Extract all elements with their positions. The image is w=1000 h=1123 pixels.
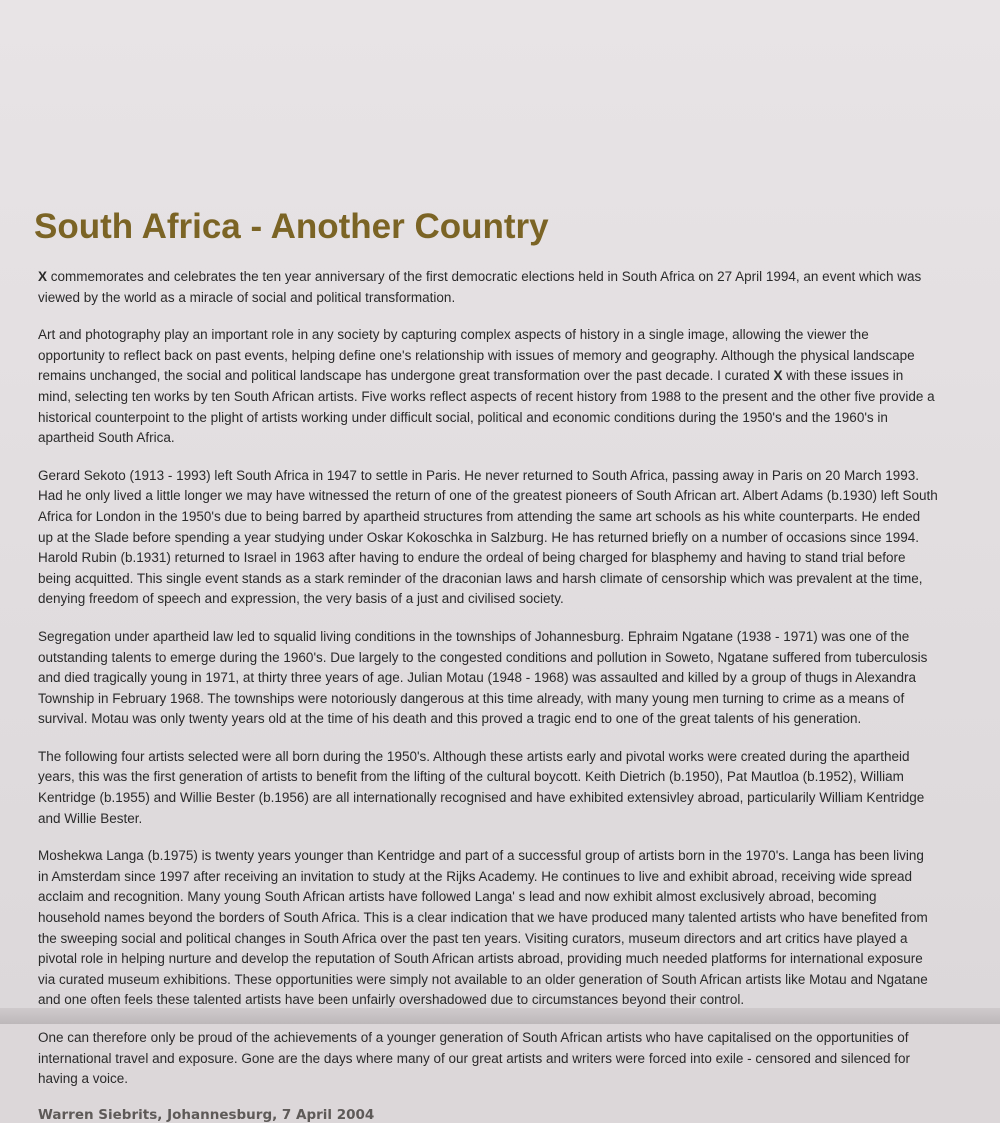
essay-title: South Africa - Another Country: [34, 207, 549, 246]
paragraph-segregation: Segregation under apartheid law led to squalid living conditions in the townships of Johannesburg. Ephraim Ngatane (1938 - 1971) was one of the outstanding talents to emerge during the 1960's. Due largely to the congested conditions and pollution in Soweto, Ngatane suffered from tuberculosis and died tragically young in 1971, at thirty three years of age. Julian Motau (1948 - 1968) was assaulted and killed by a group of thugs in Alexandra Township in February 1968. The townships were notoriously dangerous at this time already, with many young men turning to crime as a means of survival. Motau was only twenty years old at the time of his death and this proved a tragic end to one of the great talents of his generation.: [38, 628, 928, 727]
exhibition-mark: X: [38, 269, 48, 284]
paragraph-text: with these issues in mind, selecting ten works by ten South African artists. Five works reflect aspects of recent history from 1988 to the present and the other five provide a historical counterpoint to the plight of artists working under difficult social, political and economic conditions during the 1950's and the 1960's in apartheid South Africa.: [38, 368, 935, 446]
author-signature: Warren Siebrits, Johannesburg, 7 April 2004: [38, 1106, 375, 1123]
exhibition-mark: X: [773, 368, 783, 384]
essay: [34, 205, 938, 1123]
paragraph-conclusion: One can therefore only be proud of the achievements of a younger generation of South African artists who have capitalised on the opportunities of international travel and exposure. Gone are the days where many of our great artists and writers were forced into exile - censored and silenced for having a voice.: [38, 1030, 910, 1087]
paragraph-exiles: Gerard Sekoto (1913 - 1993) left South Africa in 1947 to settle in Paris. He never returned to South Africa, passing away in Paris on 20 March 1993. Had he only lived a little longer we may have witnessed the return of one of the greatest pioneers of South African art. Albert Adams (b.1930) left South Africa for London in the 1950's due to being barred by apartheid structures from attending the same art schools as his white counterparts. He ended up at the Slade before spending a year studying under Oskar Kokoschka in Salzburg. He has returned briefly on a number of occasions since 1994. Harold Rubin (b.1931) returned to Israel in 1963 after having to endure the ordeal of being charged for blasphemy and having to stand trial before being acquitted. This single event stands as a stark reminder of the draconian laws and harsh climate of censorship which was prevalent at the time, denying freedom of speech and expression, the very basis of a just and civilised society.: [38, 467, 938, 607]
page-edge: [0, 1008, 1000, 1024]
paragraph-young-artists: Moshekwa Langa (b.1975) is twenty years younger than Kentridge and part of a successful group of artists born in the 1970's. Langa has been living in Amsterdam since 1997 after receiving an invitation to study at the Rijks Academy. He continues to live and exhibit abroad, receiving wide spread acclaim and recognition. Many young South African artists have followed Langa' s lead and now exhibit almost exclusively abroad, becoming household names beyond the borders of South Africa. This is a clear indication that we have produced many talented artists who have benefited from the sweeping social and political changes in South Africa over the past ten years. Visiting curators, museum directors and art critics have played a pivotal role in helping nurture and develop the reputation of South African artists abroad, providing much needed platforms for international exposure via curated museum exhibitions. These opportunities were simply not available to an older generation of South African artists like Motau and Ngatane and one often feels these talented artists have been unfairly overshadowed due to circumstances beyond their control.: [38, 848, 928, 1008]
paragraph-text: commemorates and celebrates the ten year anniversary of the first democratic elections held in South Africa on 27 April 1994, an event which was viewed by the world as a miracle of social and political transformation.: [38, 269, 922, 305]
paragraph-1950s-artists: The following four artists selected were all born during the 1950's. Although these artists early and pivotal works were created during the apartheid years, this was the first generation of artists to benefit from the lifting of the cultural boycott. Keith Dietrich (b.1950), Pat Mautloa (b.1952), William Kentridge (b.1955) and Willie Bester (b.1956) are all internationally recognised and have exhibited extensivley abroad, particularily William Kentridge and Willie Bester.: [38, 748, 925, 826]
paragraph-text: Art and photography play an important role in any society by capturing complex aspects of history in a single image, allowing the viewer the opportunity to reflect back on past events, helping define one's relationship with issues of memory and geography. Although the physical landscape remains unchanged, the social and political landscape has undergone great transformation over the past decade. I curated: [38, 327, 915, 384]
paragraph-intro: [38, 267, 938, 308]
paragraph-art-photography: [38, 325, 938, 449]
